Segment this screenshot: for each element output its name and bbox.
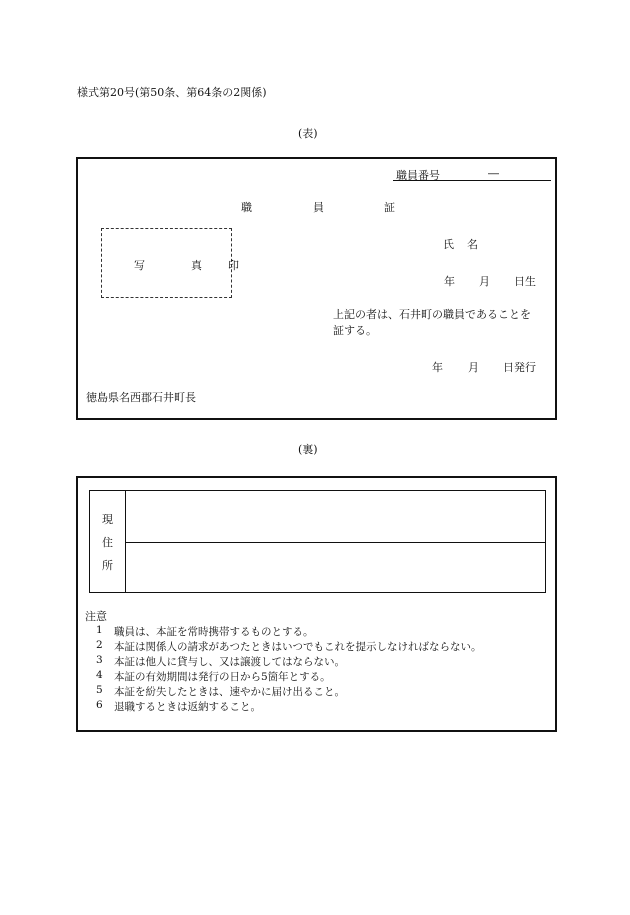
back-card — [76, 476, 557, 732]
note-text: 本証は関係人の請求があつたときはいつでもこれを提示しなければならない。 — [114, 641, 482, 653]
note-number: 2 — [96, 639, 103, 651]
staff-number-underline — [393, 180, 551, 181]
note-number: 1 — [96, 624, 103, 636]
note-text: 本証を紛失したときは、速やかに届け出ること。 — [114, 686, 345, 698]
issuer-name: 徳島県名西郡石井町長 — [86, 391, 196, 404]
form-title: 様式第20号(第50条、第64条の2関係) — [77, 86, 267, 99]
birth-year-label: 年 — [444, 275, 455, 288]
certify-line-1: 上記の者は、石井町の職員であることを — [333, 308, 531, 321]
name-label-char-2: 名 — [467, 238, 478, 251]
note-text: 退職するときは返納すること。 — [114, 701, 261, 713]
issue-day-label: 日発行 — [503, 361, 536, 374]
seal-char: 印 — [228, 259, 239, 272]
front-section-label: (表) — [298, 127, 318, 140]
address-divider-horizontal — [125, 542, 546, 543]
note-number: 3 — [96, 654, 103, 666]
front-card — [76, 157, 557, 420]
photo-char-2: 真 — [191, 259, 202, 272]
name-label-char-1: 氏 — [443, 238, 454, 251]
note-text: 本証の有効期間は発行の日から5箇年とする。 — [114, 671, 331, 683]
photo-char-1: 写 — [134, 259, 145, 272]
issue-year-label: 年 — [432, 361, 443, 374]
birth-day-label: 日生 — [514, 275, 536, 288]
note-number: 4 — [96, 669, 103, 681]
notes-title: 注意 — [85, 610, 107, 623]
card-title-char-1: 職 — [241, 201, 252, 214]
address-label-char-2: 住 — [102, 536, 113, 549]
address-label-char-1: 現 — [102, 513, 113, 526]
issue-month-label: 月 — [468, 361, 479, 374]
staff-number-label: 職員番号 — [396, 169, 440, 182]
staff-number-dash: ― — [488, 167, 499, 180]
address-label-char-3: 所 — [102, 559, 113, 572]
birth-month-label: 月 — [479, 275, 490, 288]
note-text: 本証は他人に貸与し、又は譲渡してはならない。 — [114, 656, 345, 668]
photo-placeholder — [101, 228, 232, 298]
card-title-char-3: 証 — [384, 201, 395, 214]
certify-line-2: 証する。 — [333, 324, 377, 337]
note-number: 6 — [96, 699, 103, 711]
note-text: 職員は、本証を常時携帯するものとする。 — [114, 626, 314, 638]
card-title-char-2: 員 — [313, 201, 324, 214]
back-section-label: (裏) — [298, 443, 318, 456]
note-number: 5 — [96, 684, 103, 696]
